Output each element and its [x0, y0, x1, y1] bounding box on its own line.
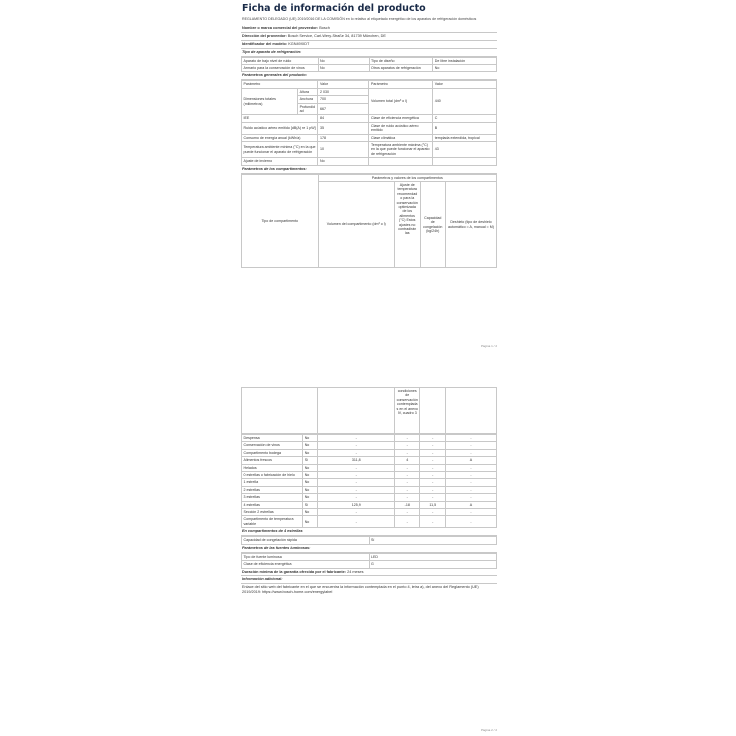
param-value: 35	[318, 122, 369, 134]
param-value: C	[433, 115, 497, 122]
address-value: Bosch Service, Carl-Wery-Straße 34, 81739 München, DE	[287, 33, 386, 38]
compartment-value-cell: -	[445, 464, 496, 471]
compartment-type-cell: Alimentos frescos	[242, 457, 303, 464]
compartment-value-cell: -	[420, 472, 446, 479]
compartment-value-cell: -	[420, 494, 446, 501]
dimension-part-value: 700	[318, 96, 369, 103]
dimension-part-label: Profundidad	[298, 103, 318, 115]
column-header: Parámetro	[242, 81, 318, 88]
dimension-part-value: 667	[318, 103, 369, 115]
type-cell: No	[318, 57, 369, 64]
compartment-value-cell: -	[445, 494, 496, 501]
param-label: IEE	[242, 115, 318, 122]
light-value: LED	[369, 553, 497, 560]
dimension-part-label: Anchura	[298, 96, 318, 103]
capacity-header: Capacidad de congelación (kg/24h)	[420, 182, 446, 268]
compartment-value-cell: -	[420, 457, 446, 464]
type-cell: Otros aparatos de refrigeración	[369, 64, 433, 71]
compartment-value-cell: -	[420, 449, 446, 456]
compartment-type-header: Tipo de compartimento	[242, 174, 319, 267]
volume-header: Volumen del compartimento (dm³ o l)	[318, 182, 395, 268]
type-cell: Aparato de bajo nivel de ruido	[242, 57, 319, 64]
compartment-header-table	[241, 174, 497, 268]
param-label: Clase climática	[369, 134, 433, 141]
compartment-value-cell: -	[318, 435, 395, 442]
type-table	[241, 57, 497, 73]
type-cell: Tipo de diseño	[369, 57, 433, 64]
compartment-value-cell: No	[303, 472, 318, 479]
compartment-value-cell: A	[445, 457, 496, 464]
param-label: Clase de eficiencia energética	[369, 115, 433, 122]
table-row	[242, 561, 497, 568]
freezer-table	[241, 536, 497, 544]
compartment-value-cell: -	[318, 486, 395, 493]
light-label: Tipo de fuente luminosa	[242, 553, 370, 560]
param-value: 178	[318, 134, 369, 141]
compartment-type-cell: Conservación de vinos	[242, 442, 303, 449]
compartment-value-cell: -	[394, 435, 420, 442]
defrost-header: Deshielo (tipo de deshielo automático = A, manual = M)	[446, 182, 497, 268]
general-table	[241, 80, 497, 165]
compartment-value-cell: -	[318, 464, 395, 471]
column-header: Valor	[433, 81, 497, 88]
param-value: 43	[433, 141, 497, 157]
compartment-value-cell: -	[394, 479, 420, 486]
section-info: Información adicional:	[241, 576, 497, 584]
info-text: Enlace del sitio web del fabricante en el que se encuentra la información contemplada en el punto 4, letra a), del anexo del Reglamento (UE) 2019/2019: https://www.bosch-home.com/energylabel	[242, 585, 479, 595]
type-cell: No	[433, 64, 497, 71]
blank-cell	[242, 388, 318, 434]
param-value: B	[433, 122, 497, 134]
compartment-value-cell: Sí	[303, 457, 318, 464]
compartment-value-cell: -	[394, 509, 420, 516]
compartment-value-cell: -	[394, 486, 420, 493]
compartment-value-cell: A	[445, 501, 496, 508]
param-label: Ruido acústico aéreo emitido [dB(A) re 1 pW]	[242, 122, 318, 134]
compartment-value-cell: -	[445, 472, 496, 479]
compartment-type-cell: 4 estrellas	[242, 501, 303, 508]
compartment-value-cell: No	[303, 479, 318, 486]
table-row	[242, 553, 497, 560]
document-page-1	[241, 0, 497, 352]
compartment-value-cell: 11,5	[420, 501, 446, 508]
param-value: 10	[318, 141, 369, 157]
table-row	[242, 449, 497, 456]
compartment-value-cell: -	[318, 516, 395, 528]
type-cell: No	[318, 64, 369, 71]
param-label: Consumo de energía anual (kWh/a)	[242, 134, 318, 141]
compartment-value-cell: No	[303, 494, 318, 501]
dimension-part-label: Altura	[298, 88, 318, 95]
table-row	[242, 158, 497, 165]
table-row	[242, 464, 497, 471]
compartment-value-cell: -	[445, 479, 496, 486]
compartment-value-cell: Sí	[303, 501, 318, 508]
table-header-row	[242, 81, 497, 88]
compartment-value-cell: -	[394, 516, 420, 528]
compartment-value-cell: No	[303, 449, 318, 456]
compartment-value-cell: -	[318, 472, 395, 479]
table-row	[242, 122, 497, 134]
table-header-row	[242, 174, 497, 181]
blank-cell	[318, 388, 395, 434]
column-header: Parámetro	[369, 81, 433, 88]
type-cell: De libre instalación	[433, 57, 497, 64]
table-row	[242, 115, 497, 122]
compartment-value-cell: 311,8	[318, 457, 395, 464]
dimension-part-value: 2 030	[318, 88, 369, 95]
compartment-value-cell: -	[420, 442, 446, 449]
document-page-2	[241, 387, 497, 736]
volume-value: 440	[433, 88, 497, 115]
compartment-value-cell: -18	[394, 501, 420, 508]
compartment-value-cell: 125,9	[318, 501, 395, 508]
compartment-type-cell: 1 estrella	[242, 479, 303, 486]
supplier-value: Bosch	[319, 25, 330, 30]
compartment-value-cell: 4	[394, 457, 420, 464]
compartment-type-cell: Compartimento bodega	[242, 449, 303, 456]
compartment-value-cell: -	[445, 486, 496, 493]
type-cell: Armario para la conservación de vinos	[242, 64, 319, 71]
param-label: Temperatura ambiente máxima (°C) en la que puede funcionar el aparato de refrigeración	[369, 141, 433, 157]
supplier-row	[241, 25, 497, 33]
compartment-value-cell: -	[420, 509, 446, 516]
compartment-value-cell: -	[420, 486, 446, 493]
compartment-value-cell: -	[445, 516, 496, 528]
column-header: Valor	[318, 81, 369, 88]
table-row	[242, 64, 497, 71]
compartment-value-cell: No	[303, 464, 318, 471]
compartment-value-cell: -	[318, 509, 395, 516]
compartment-value-cell: No	[303, 516, 318, 528]
compartment-value-cell: -	[445, 449, 496, 456]
address-label: Dirección del proveedor:	[242, 33, 287, 38]
param-label: Clase de ruido acústico aéreo emitido	[369, 122, 433, 134]
table-row	[242, 486, 497, 493]
dimensions-label: Dimensiones totales (milímetros)	[242, 88, 298, 115]
section-freezer: En compartimentos de 4 estrellas	[241, 528, 497, 536]
compartment-table	[241, 387, 497, 434]
compartment-value-cell: -	[318, 494, 395, 501]
light-table	[241, 553, 497, 569]
light-value: G	[369, 561, 497, 568]
freezer-value: Sí	[369, 537, 497, 544]
compartment-value-cell: -	[420, 479, 446, 486]
compartment-value-cell: -	[420, 516, 446, 528]
compartment-value-cell: -	[394, 464, 420, 471]
table-row	[242, 501, 497, 508]
compartment-type-cell: Compartimento de temperatura variable	[242, 516, 303, 528]
section-type: Tipo de aparato de refrigeración:	[241, 49, 497, 57]
param-value: templada extendida, tropical	[433, 134, 497, 141]
compartment-value-cell: No	[303, 435, 318, 442]
compartment-value-cell: -	[420, 435, 446, 442]
compartment-value-cell: No	[303, 509, 318, 516]
blank-cell	[445, 388, 496, 434]
compartment-type-cell: Helados	[242, 464, 303, 471]
table-row	[242, 141, 497, 157]
table-row	[242, 88, 497, 95]
temperature-header-continued: condiciones de conservación contempladas en el anexo IV, cuadro 3	[394, 388, 420, 434]
compartment-type-cell: 0 estrellas o fabricación de hielo	[242, 472, 303, 479]
table-row	[242, 494, 497, 501]
compartment-type-cell: Despensa	[242, 435, 303, 442]
compartment-value-cell: No	[303, 486, 318, 493]
page-number: Página 2 / 2	[480, 728, 497, 732]
table-row	[242, 134, 497, 141]
table-row	[242, 516, 497, 528]
compartment-value-cell: -	[394, 449, 420, 456]
table-row	[242, 435, 497, 442]
compartment-value-cell: -	[318, 449, 395, 456]
compartment-value-cell: -	[420, 464, 446, 471]
section-light: Parámetros de las fuentes luminosas:	[241, 545, 497, 553]
supplier-label: Nombre o marca comercial del proveedor:	[242, 25, 319, 30]
compartment-value-cell: -	[445, 435, 496, 442]
compartment-value-cell: -	[394, 494, 420, 501]
warranty-label: Duración mínima de la garantía ofrecida por el fabricante:	[242, 569, 347, 574]
table-row	[242, 442, 497, 449]
document-title: Ficha de información del producto	[242, 3, 426, 14]
table-row	[242, 479, 497, 486]
compartment-value-cell: -	[445, 509, 496, 516]
compartment-value-cell: -	[394, 472, 420, 479]
param-label: Temperatura ambiente mínima (°C) en la que puede funcionar el aparato de refrigeración	[242, 141, 318, 157]
table-row	[242, 457, 497, 464]
warranty-row	[241, 569, 497, 577]
compartment-value-cell: No	[303, 442, 318, 449]
compartment-type-cell: 3 estrellas	[242, 494, 303, 501]
compartment-value-cell: -	[445, 442, 496, 449]
section-general: Parámetros generales del producto:	[241, 72, 497, 80]
section-compartments: Parámetros de los compartimentos:	[241, 166, 497, 174]
compartment-group-header: Parámetros y valores de los compartimentos	[318, 174, 497, 181]
model-value: KGN49XIDT	[288, 41, 310, 46]
table-row	[242, 537, 497, 544]
compartment-rows-table	[241, 434, 497, 528]
freezer-label: Capacidad de congelación rápida	[242, 537, 370, 544]
param-label: Ajuste de invierno	[242, 158, 318, 165]
table-header-row	[242, 388, 497, 434]
compartment-value-cell: -	[394, 442, 420, 449]
compartment-value-cell: -	[318, 479, 395, 486]
page-number: Página 1 / 2	[480, 344, 497, 348]
param-value: No	[318, 158, 369, 165]
table-row	[242, 509, 497, 516]
warranty-value: 24 meses	[347, 569, 364, 574]
param-value	[433, 158, 497, 165]
temperature-header: Ajuste de temperatura recomendado para la conservación optimizada de los alimentos (°C) Estos ajustes no contradirán las	[395, 182, 421, 268]
compartment-type-cell: Sección 2 estrellas	[242, 509, 303, 516]
compartment-value-cell: -	[318, 442, 395, 449]
param-value: 84	[318, 115, 369, 122]
light-label: Clase de eficiencia energética	[242, 561, 370, 568]
param-label	[369, 158, 433, 165]
address-row	[241, 33, 497, 41]
blank-cell	[420, 388, 446, 434]
intro-text: REGLAMENTO DELEGADO (UE) 2019/2016 DE LA COMISIÓN en lo relativo al etiquetado energético de los aparatos de refrigeración domésticos	[242, 17, 477, 21]
table-row	[242, 57, 497, 64]
model-row	[241, 41, 497, 49]
table-row	[242, 472, 497, 479]
compartment-type-cell: 2 estrellas	[242, 486, 303, 493]
volume-label: Volumen total (dm³ o l)	[369, 88, 433, 115]
model-label: Identificador del modelo:	[242, 41, 288, 46]
